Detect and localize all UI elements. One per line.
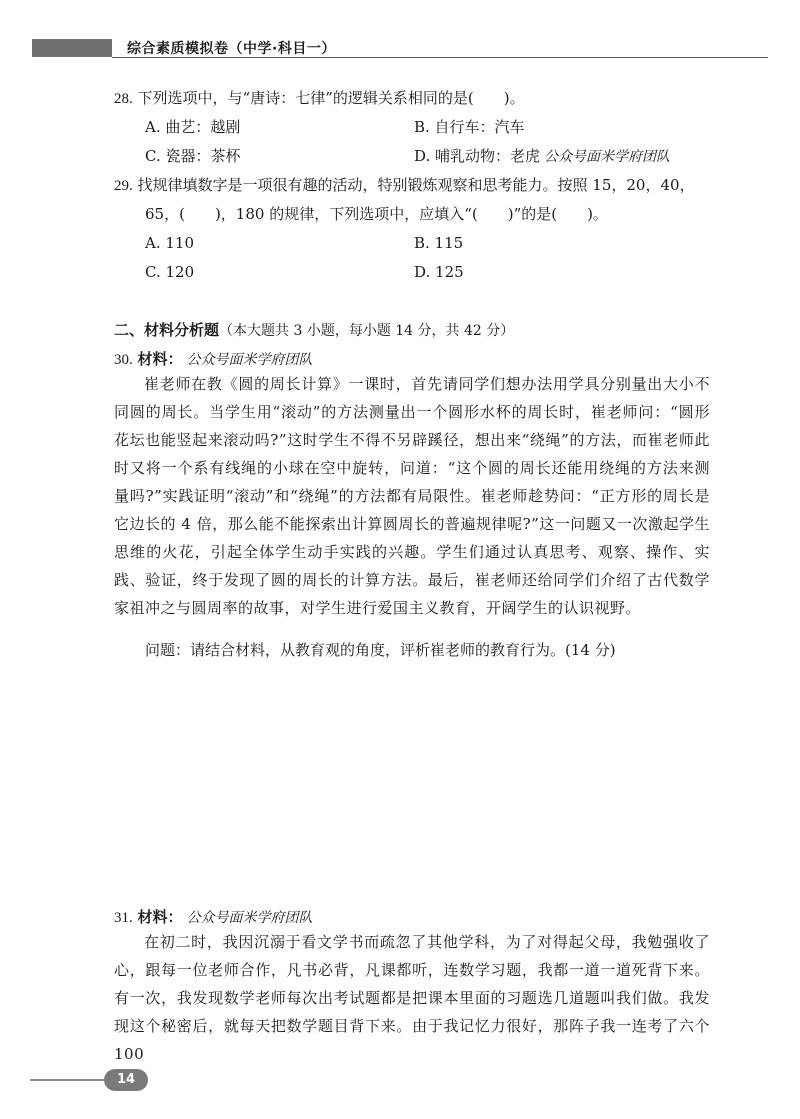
- prompt-label: 问题：: [145, 641, 191, 659]
- q29-option-b: B. 115: [414, 234, 464, 252]
- watermark-text: 公众号面米学府团队: [186, 910, 313, 926]
- prompt-text: 请结合材料，从教育观的角度，评析崔老师的教育行为。(14 分): [190, 641, 616, 659]
- q29-option-d: D. 125: [414, 263, 464, 281]
- question-30-material: 崔老师在教《圆的周长计算》一课时，首先请同学们想办法用学具分别量出大小不同圆的周长。当学生用“滚动”的方法测量出一个圆形水杯的周长时，崔老师问：“圆形花坛也能竖起来滚动吗?”这时学生不得不另辟蹊径，想出来“绕绳”的方法，而崔老师此时又将一个系有线绳的小球在空中旋转，问道：“这个圆的周长还能用绕绳的方法来测量吗?”实践证明“滚动”和“绕绳”的方法都有局限性。崔老师趁势问：“正方形的周长是它边长的 4 倍，那么能不能探索出计算圆周长的普遍规律呢?”这一问题又一次激起学生思维的火花，引起全体学生动手实践的兴趣。学生们通过认真思考、观察、操作、实践、验证，终于发现了圆的周长的计算方法。最后，崔老师还给同学们介绍了古代数学家祖冲之与圆周率的故事，对学生进行爱国主义教育，开阔学生的认识视野。: [114, 375, 710, 617]
- question-number: 29.: [114, 178, 133, 194]
- section-title: 二、材料分析题: [114, 321, 220, 339]
- question-29-stem-line2: 65，( )，180 的规律，下列选项中，应填入“( )”的是( )。: [145, 205, 608, 223]
- question-28-stem: [114, 88, 525, 109]
- question-31-material: 在初二时，我因沉溺于看文学书而疏忽了其他学科，为了对得起父母，我勉强收了心，跟每一位老师合作，凡书必背，凡课都听，连数学习题，我都一道一道死背下来。有一次，我发现数学老师每次出考试题都是把课本里面的习题选几道题叫我们做。我发现这个秘密后，就每天把数学题目背下来。由于我记忆力很好，那阵子我一连考了六个 100: [114, 933, 710, 1063]
- q29-option-c: C. 120: [145, 263, 195, 281]
- question-number: 28.: [114, 91, 133, 107]
- question-30-prompt: [145, 640, 616, 660]
- question-text: 下列选项中，与“唐诗：七律”的逻辑关系相同的是( )。: [137, 89, 525, 107]
- header-title: 综合素质模拟卷（中学·科目一）: [127, 41, 336, 57]
- option-text: D. 哺乳动物：老虎: [414, 147, 541, 165]
- watermark-text: 公众号面米学府团队: [186, 352, 313, 368]
- header-bar: [32, 39, 112, 57]
- page-number: 14: [104, 1069, 148, 1091]
- q28-option-a: A. 曲艺：越剧: [145, 118, 241, 136]
- q28-option-c: C. 瓷器：茶杯: [145, 147, 241, 165]
- watermark-text: 公众号面米学府团队: [544, 149, 671, 165]
- question-30-label: [114, 349, 313, 370]
- header-rule: [112, 57, 768, 58]
- material-label: 材料：: [137, 350, 183, 368]
- q28-option-d: [414, 146, 670, 167]
- section-note: （本大题共 3 小题，每小题 14 分，共 42 分）: [219, 323, 515, 339]
- section-heading: [114, 320, 514, 341]
- material-label: 材料：: [137, 908, 183, 926]
- question-number: 31.: [114, 910, 133, 926]
- q29-option-a: A. 110: [145, 234, 194, 252]
- q28-option-b: B. 自行车：汽车: [414, 118, 525, 136]
- question-29-stem-line1: [114, 175, 695, 196]
- question-31-label: [114, 907, 313, 928]
- question-text: 找规律填数字是一项很有趣的活动，特别锻炼观察和思考能力。按照 15，20，40，: [137, 176, 695, 194]
- question-number: 30.: [114, 352, 133, 368]
